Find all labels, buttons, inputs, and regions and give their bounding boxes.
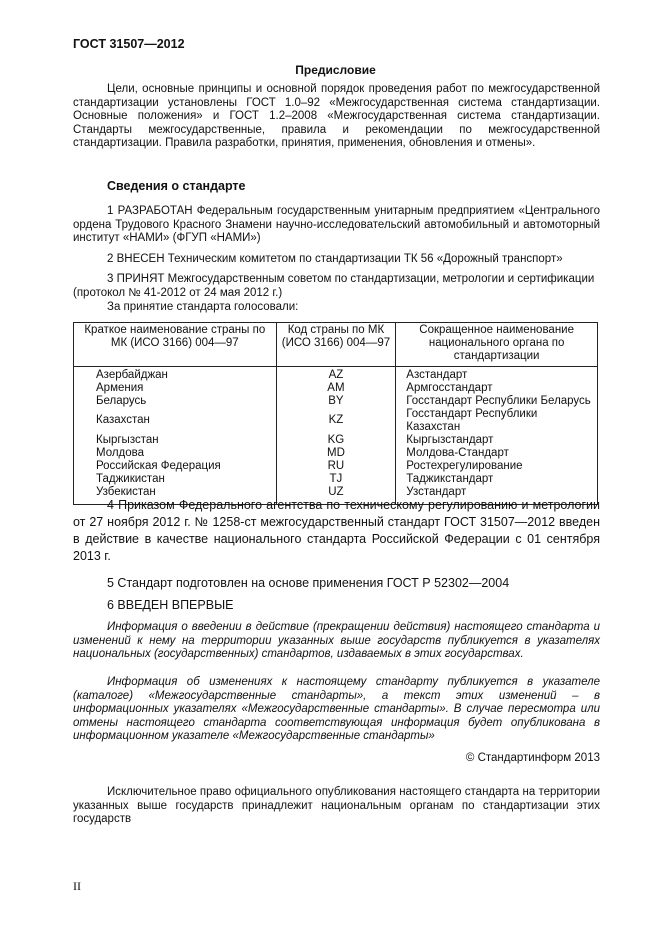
page-number: II — [73, 879, 81, 893]
standards-body: Кыргызстандарт — [396, 434, 598, 447]
notice-italic-2: Информация об изменениях к настоящему стандарту публикуется в указателе (каталоге) «Межгосударственные стандарты», а текст этих изменений – в информационных указателях «Межгосударственные стандарты». В случае пересмотра или отмены настоящего стандарта соответствующая информация будет опубликована в информационном указателе «Межгосударственные стандарты» — [73, 676, 600, 743]
country-name: Таджикистан — [74, 473, 277, 486]
country-code: TJ — [276, 473, 396, 486]
country-name: Кыргызстан — [74, 434, 277, 447]
info-item-2: 2 ВНЕСЕН Техническим комитетом по стандартизации ТК 56 «Дорожный транспорт» — [107, 253, 563, 265]
header-country-name: Краткое наименование страны по МК (ИСО 3166) 004—97 — [74, 323, 277, 367]
country-code: BY — [276, 395, 396, 408]
member-states-table — [73, 322, 598, 505]
copyright-notice: © Стандартинформ 2013 — [465, 752, 600, 764]
standards-body: Госстандарт Республики Казахстан — [396, 408, 598, 434]
standards-body: Молдова-Стандарт — [396, 447, 598, 460]
info-item-3: 3 ПРИНЯТ Межгосударственным советом по стандартизации, метрологии и сертификации (протокол № 41-2012 от 24 мая 2012 г.) — [73, 273, 595, 299]
table-row — [74, 408, 598, 434]
standards-body: Ростехрегулирование — [396, 460, 598, 473]
standard-info-title: Сведения о стандарте — [107, 179, 246, 193]
country-code: RU — [276, 460, 396, 473]
info-item-1: 1 РАЗРАБОТАН Федеральным государственным унитарным предприятием «Центрального ордена Трудового Красного Знамени научно-исследовательский автомобильный и автомоторный институт «НАМИ» (ФГУП «НАМИ») — [73, 205, 600, 245]
country-code: KG — [276, 434, 396, 447]
notice-italic-1: Информация о введении в действие (прекращении действия) настоящего стандарта и изменений к нему на территории указанных выше государств публикуется в указателях национальных (государственных) стандартов, издаваемых в этих государствах. — [73, 621, 600, 661]
table-row — [74, 395, 598, 408]
country-code: UZ — [276, 486, 396, 504]
country-code: KZ — [276, 408, 396, 434]
table-row — [74, 473, 598, 486]
header-country-code: Код страны по МК (ИСО 3166) 004—97 — [276, 323, 396, 367]
table-row — [74, 382, 598, 395]
table-row — [74, 460, 598, 473]
standards-body: Узстандарт — [396, 486, 598, 504]
country-name: Беларусь — [74, 395, 277, 408]
country-name: Молдова — [74, 447, 277, 460]
info-item-5: 5 Стандарт подготовлен на основе применения ГОСТ Р 52302—2004 — [107, 576, 510, 590]
foreword-paragraph: Цели, основные принципы и основной порядок проведения работ по межгосударственной стандартизации установлены ГОСТ 1.0–92 «Межгосударственная система стандартизации. Основные положения» и ГОСТ 1.2–2008 «Межгосударственная система стандартизации. Стандарты межгосударственные, правила и рекомендации по межгосударственной стандартизации. Правила разработки, принятия, применения, обновления и отмены». — [73, 83, 600, 150]
table-row — [74, 366, 598, 382]
country-name: Азербайджан — [74, 366, 277, 382]
standards-body: Армгосстандарт — [396, 382, 598, 395]
info-item-6: 6 ВВЕДЕН ВПЕРВЫЕ — [107, 598, 234, 612]
country-code: AZ — [276, 366, 396, 382]
standards-body: Азстандарт — [396, 366, 598, 382]
country-name: Казахстан — [74, 408, 277, 434]
table-header-row — [74, 323, 598, 367]
table-row — [74, 434, 598, 447]
table-row — [74, 447, 598, 460]
standards-body: Таджикстандарт — [396, 473, 598, 486]
country-name: Узбекистан — [74, 486, 277, 504]
voted-label: За принятие стандарта голосовали: — [107, 301, 299, 313]
country-code: AM — [276, 382, 396, 395]
publication-rights: Исключительное право официального опубликования настоящего стандарта на территории указанных выше государств принадлежит национальным органам по стандартизации этих государств — [73, 786, 600, 826]
foreword-title: Предисловие — [295, 63, 376, 77]
standard-header: ГОСТ 31507—2012 — [73, 37, 185, 51]
country-name: Армения — [74, 382, 277, 395]
country-name: Российская Федерация — [74, 460, 277, 473]
standards-body: Госстандарт Республики Беларусь — [396, 395, 598, 408]
header-standards-body: Сокращенное наименование национального органа по стандартизации — [396, 323, 598, 367]
info-item-4: 4 Приказом Федерального агентства по техническому регулированию и метрологии от 27 ноября 2012 г. № 1258-ст межгосударственный стандарт ГОСТ 31507—2012 введен в действие в качестве национального стандарта Российской Федерации с 01 сентября 2013 г. — [73, 498, 600, 563]
country-code: MD — [276, 447, 396, 460]
